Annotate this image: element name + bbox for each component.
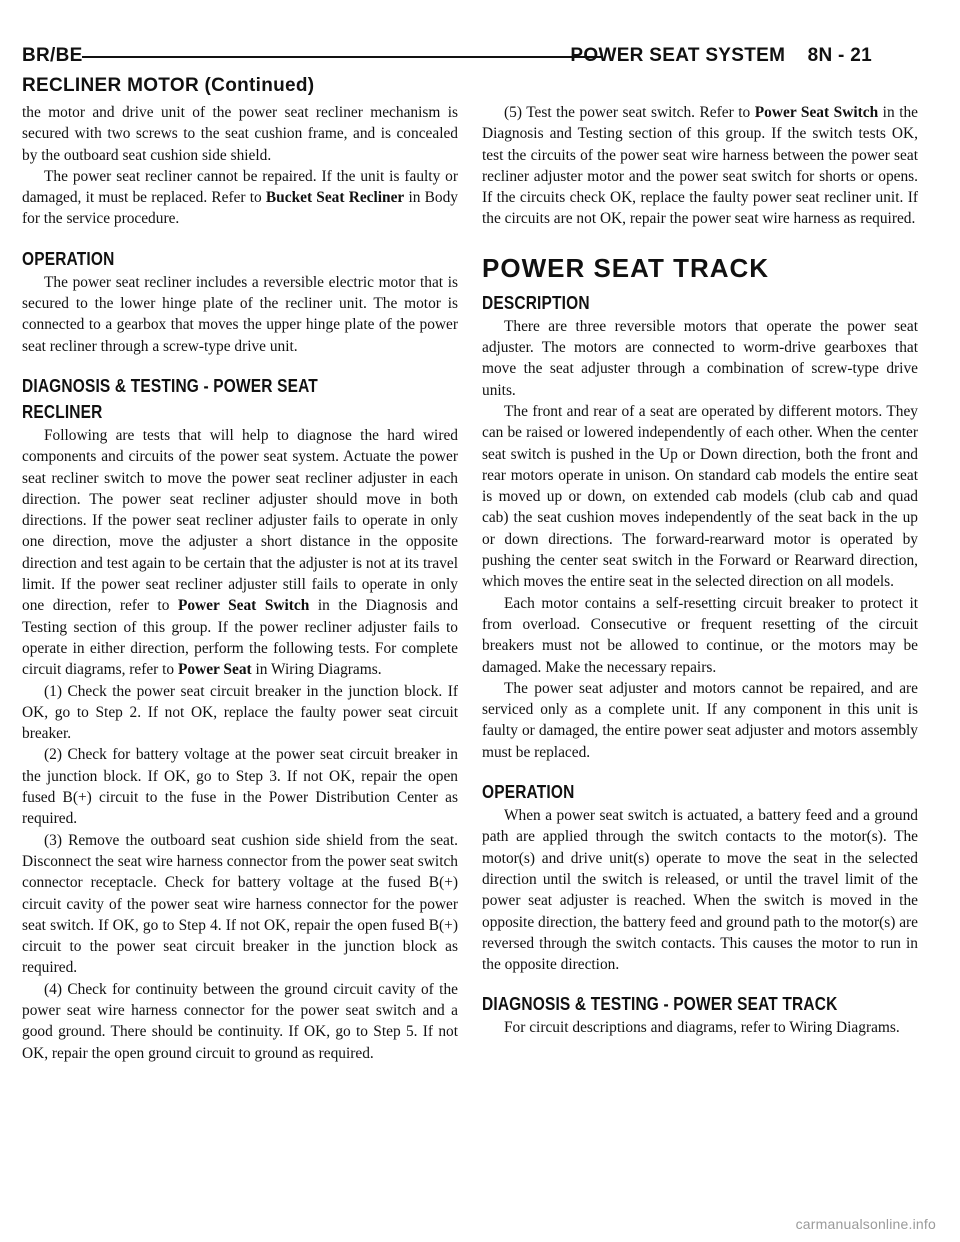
heading-operation: OPERATION (482, 782, 575, 803)
paragraph: The front and rear of a seat are operated by different motors. They can be raised or lowered independently of each other. When the center seat switch is pushed in the Up or Down direction, both the front and rear motors operate in unison. On standard cab models the entire seat is moved up or down, on extended cab models (club cab and quad cab) the seat cushion moves independently of the seat back in the up or down directions. The forward-rearward motor is operated by pushing the center seat switch in the Forward or Rearward direction, which moves the entire seat in the selected direction on all models. (482, 402, 918, 591)
paragraph: There are three reversible motors that operate the power seat adjuster. The motors are connected to worm-drive gearboxes that move the seat adjuster through a combination of screw-type drive units. (482, 317, 918, 399)
heading-diagnosis-track: DIAGNOSIS & TESTING - POWER SEAT TRACK (482, 994, 838, 1015)
reference-power-seat-switch: Power Seat Switch (754, 104, 879, 121)
right-column (482, 102, 918, 1039)
header-section (570, 46, 872, 66)
heading-description: DESCRIPTION (482, 292, 590, 313)
reference-power-seat: Power Seat (177, 661, 252, 679)
header-section-title: POWER SEAT SYSTEM (570, 45, 786, 66)
header-model-code: BR/BE (22, 45, 83, 66)
paragraph: When a power seat switch is actuated, a battery feed and a ground path are applied through the switch contacts to the motor(s). The motor(s) and drive unit(s) operate to move the seat in the selected direction until the switch is released, or until the travel limit of the power seat adjuster is reached. When the switch is moved in the opposite direction, the battery feed and ground path to the motor(s) are reversed through the switch contacts. This causes the motor to run in the opposite direction. (482, 807, 918, 974)
left-column (22, 102, 458, 1064)
paragraph: The power seat recliner includes a reversible electric motor that is secured to the lower hinge plate of the recliner unit. The motor is connected to a gearbox that moves the upper hinge plate of the power seat recliner through a screw-type drive unit. (22, 273, 458, 355)
continued-heading: RECLINER MOTOR (Continued) (22, 75, 315, 96)
watermark-link[interactable]: carmanualsonline.info (795, 1216, 936, 1232)
paragraph: the motor and drive unit of the power seat recliner mechanism is secured with two screws to the seat cushion frame, and is concealed by the outboard seat cushion side shield. (22, 104, 458, 164)
header-page-number: 8N - 21 (807, 45, 872, 66)
step-4: (4) Check for continuity between the ground circuit cavity of the power seat wire harness connector for the power seat switch and a good ground. There should be continuity. If OK, go to Step 5. If not OK, repair the open ground circuit to ground as required. (22, 980, 458, 1062)
reference-power-seat-switch: Power Seat Switch (177, 597, 310, 615)
step-5: (5) Test the power seat switch. Refer to Power Seat Switch in the Diagnosis and Testing section of this group. If the switch tests OK, test the circuits of the power seat wire harness between the power seat recliner adjuster motor and the power seat switch for shorts or opens. If the circuits check OK, replace the faulty power seat recliner unit. If the circuits are not OK, repair the power seat wire harness as required. (482, 104, 918, 228)
paragraph: Each motor contains a self-resetting circuit breaker to protect it from overload. Consecutive or frequent resetting of the circuit breakers must not be allowed to continue, or the motors may be damaged. Make the necessary repairs. (482, 594, 918, 676)
paragraph: The power seat recliner cannot be repaired. If the unit is faulty or damaged, it must be replaced. Refer to Bucket Seat Recliner in Body for the service procedure. (22, 167, 458, 228)
heading-power-seat-track: POWER SEAT TRACK (482, 252, 770, 283)
paragraph: The power seat adjuster and motors cannot be repaired, and are serviced only as a complete unit. If any component in this unit is faulty or damaged, the entire power seat adjuster and motors assembly must be replaced. (482, 679, 918, 761)
paragraph: Following are tests that will help to diagnose the hard wired components and circuits of the power seat system. Actuate the power seat recliner switch to move the power seat recliner adjuster in each direction. The power seat recliner adjuster should move in both directions. If the power seat recliner adjuster fails to operate in only one direction, move the adjuster a short distance in the opposite direction and test again to be certain that the adjuster is not at its travel limit. If the power seat recliner adjuster still fails to operate in only one direction, refer to Power Seat Switch in the Diagnosis and Testing section of this group. If the power recliner adjuster fails to operate in either direction, perform the following tests. For complete circuit diagrams, refer to Power Seat in Wiring Diagrams. (22, 426, 459, 679)
step-1: (1) Check the power seat circuit breaker in the junction block. If OK, go to Step 2. If not OK, replace the faulty power seat circuit breaker. (22, 682, 458, 743)
heading-diagnosis: DIAGNOSIS & TESTING - POWER SEAT RECLINER (22, 375, 318, 422)
heading-operation: OPERATION (22, 248, 115, 269)
step-2: (2) Check for battery voltage at the power seat circuit breaker in the junction block. If OK, go to Step 3. If not OK, repair the open fused B(+) circuit to the fuse in the Power Distribution Center as required. (22, 746, 458, 828)
reference-bucket-seat-recliner: Bucket Seat Recliner (265, 189, 405, 207)
step-3: (3) Remove the outboard seat cushion side shield from the seat. Disconnect the seat wire harness connector from the power seat switch connector receptacle. Check for battery voltage at the fused B(+) circuit cavity of the power seat wire harness connector for the power seat switch. If OK, go to Step 4. If not OK, repair the open fused B(+) circuit to the power seat circuit breaker in the junction block as required. (22, 831, 458, 977)
paragraph: For circuit descriptions and diagrams, refer to Wiring Diagrams. (504, 1019, 900, 1037)
header-rule (82, 56, 602, 58)
